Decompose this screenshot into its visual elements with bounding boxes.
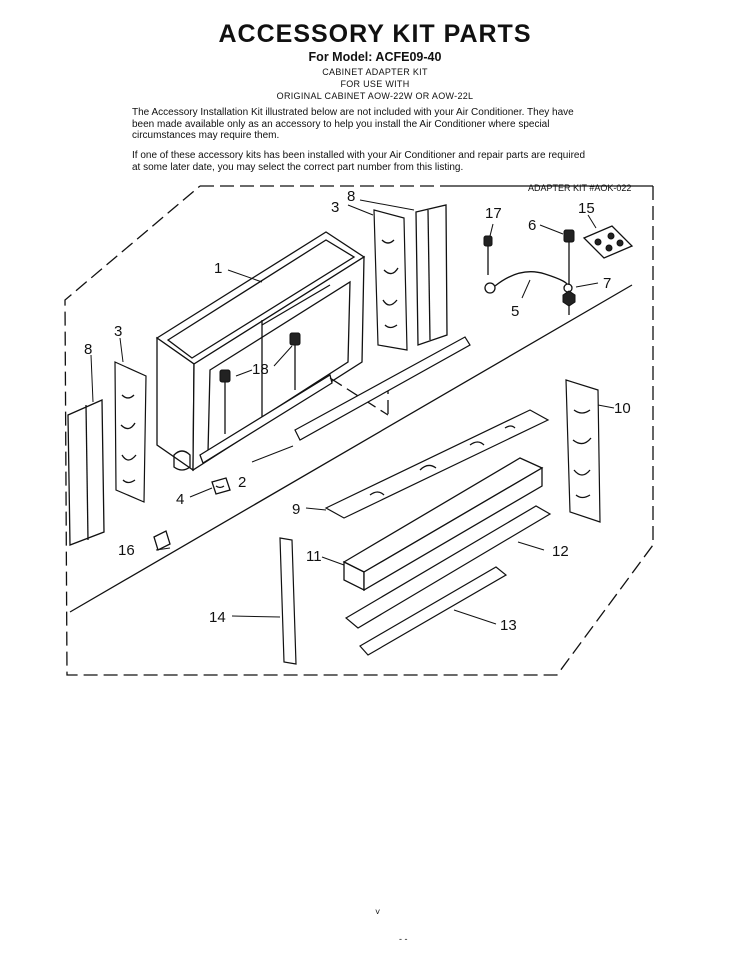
callout-12: 12	[552, 543, 569, 560]
page-title: ACCESSORY KIT PARTS	[218, 20, 532, 48]
part-3-upper-foam-strip	[374, 210, 407, 350]
callout-14: 14	[209, 609, 226, 626]
kit-line-3: ORIGINAL CABINET AOW-22W OR AOW-22L	[276, 91, 474, 101]
callout-6: 6	[528, 217, 537, 234]
callout-3-upper: 3	[331, 199, 340, 216]
part-4-clip	[212, 478, 230, 494]
part-8-left-trim	[68, 400, 104, 545]
adapter-kit-label: ADAPTER KIT #AOK-022	[528, 183, 632, 193]
callout-10: 10	[614, 400, 631, 417]
callout-8-left: 8	[84, 341, 93, 358]
part-6-screw	[564, 230, 574, 285]
footer-mark-1: ˅	[375, 907, 381, 917]
part-1-adapter-frame	[157, 232, 388, 470]
callout-13: 13	[500, 617, 517, 634]
callout-9: 9	[292, 501, 301, 518]
kit-line-1: CABINET ADAPTER KIT	[322, 67, 428, 77]
callout-4: 4	[176, 491, 185, 508]
kit-line-2: FOR USE WITH	[340, 79, 410, 89]
callout-15: 15	[578, 200, 595, 217]
intro-paragraph-2: If one of these accessory kits has been installed with your Air Conditioner and repair parts are required at some later date, you may select the correct part number from this listing.	[132, 150, 586, 173]
part-8-upper-trim	[416, 205, 447, 345]
callout-1: 1	[214, 260, 223, 277]
callout-7: 7	[603, 275, 612, 292]
callout-11: 11	[306, 548, 322, 565]
callout-18: 18	[252, 361, 269, 378]
part-15-terminal-block	[584, 226, 632, 258]
intro-paragraph-1: The Accessory Installation Kit illustrated below are not included with your Air Conditioner. They have been made available only as an accessory to help you install the Air Conditioner where special circumstances may require them.	[132, 107, 574, 142]
callout-17: 17	[485, 205, 502, 222]
part-3-left-foam-strip	[115, 362, 146, 502]
part-17-screw	[484, 236, 492, 275]
part-7-nut	[563, 291, 575, 315]
callout-16: 16	[118, 542, 135, 559]
part-16-block	[154, 531, 170, 550]
callout-8-upper: 8	[347, 188, 356, 205]
callout-3-left: 3	[114, 323, 123, 340]
callout-5: 5	[511, 303, 520, 320]
model-line: For Model: ACFE09-40	[308, 50, 442, 64]
footer-mark-2: - -	[399, 934, 408, 944]
part-14-foam-strip	[280, 538, 296, 664]
part-10-foam-panel	[566, 380, 600, 522]
callout-2: 2	[238, 474, 247, 491]
